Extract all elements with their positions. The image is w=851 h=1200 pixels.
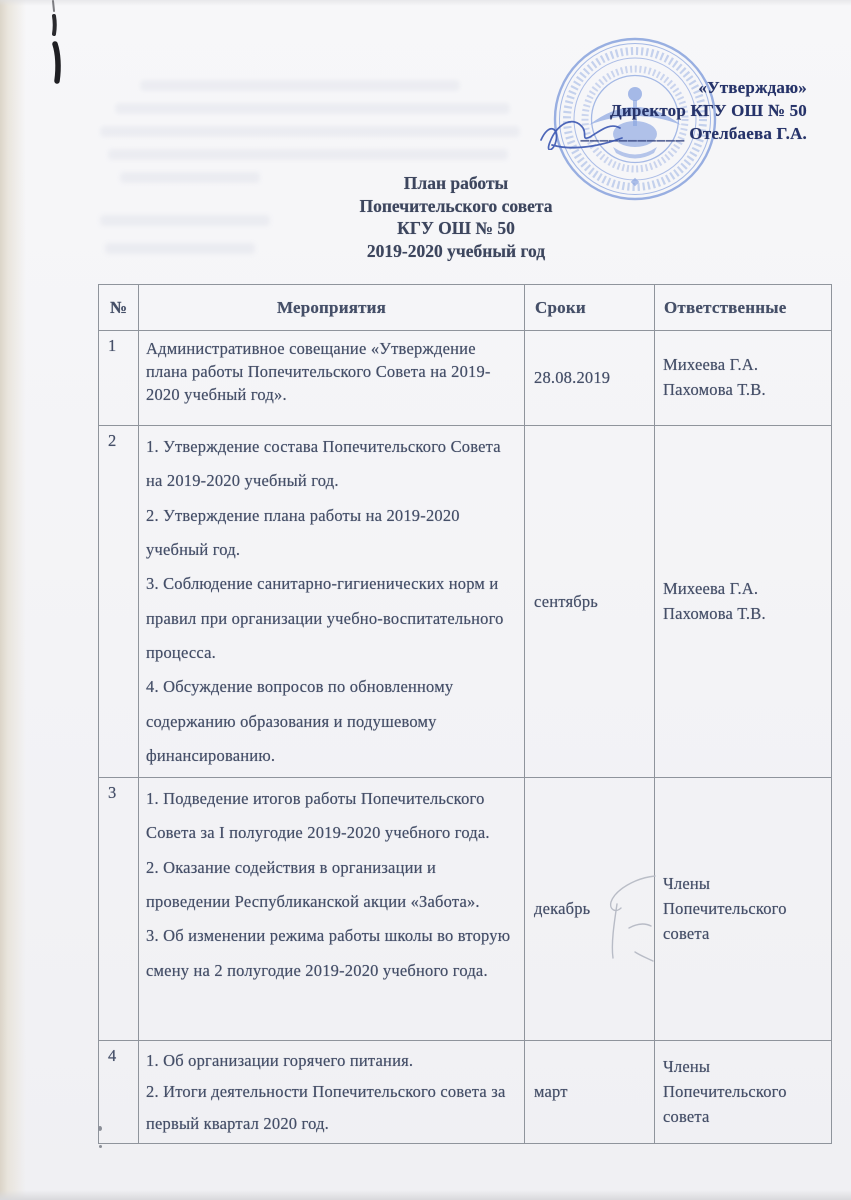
signature-line: ___________ (580, 124, 686, 143)
header-activities: Мероприятия (139, 285, 525, 331)
activity-item: 2. Утверждение плана работы на 2019-2020 учебный год. (146, 505, 460, 559)
activities-cell (139, 778, 525, 1041)
activity-item: 3. Соблюдение санитарно-гигиенических норм и правил при организации учебно-воспитательного процесса. (146, 574, 504, 662)
plan-table-body (99, 331, 832, 1144)
term-cell: 28.08.2019 (525, 331, 655, 426)
scan-edge-bottom-artifact (0, 1190, 851, 1200)
responsible-line: Попечительского (663, 898, 787, 918)
bleed-through-artifact (140, 80, 460, 91)
activity-item: 2. Оказание содействия в организации и проведении Республиканской акции «Забота». (146, 857, 480, 912)
bleed-through-artifact (105, 243, 255, 254)
row-number-cell: 4 (99, 1041, 139, 1144)
bleed-through-artifact (100, 126, 520, 137)
term-cell: сентябрь (525, 426, 655, 778)
title-line-4: 2019-2020 учебный год (366, 240, 546, 261)
title-line-2: Попечительского совета (359, 195, 553, 216)
pen-scribble-artifact (595, 868, 685, 968)
activities-cell (139, 1041, 525, 1144)
table-row (99, 1041, 832, 1144)
plan-table (98, 284, 832, 1144)
activity-item: 1. Утверждение состава Попечительского Совета на 2019-2020 учебный год. (146, 437, 501, 491)
approval-word: «Утверждаю» (698, 78, 807, 97)
responsible-line: совета (663, 923, 710, 943)
scan-edge-left-artifact (0, 0, 26, 1200)
table-row (99, 778, 832, 1041)
table-row (99, 426, 832, 778)
header-row (99, 285, 832, 331)
plan-table-header (99, 285, 832, 331)
row-number-cell: 3 (99, 778, 139, 1041)
bleed-through-artifact (100, 215, 270, 226)
activities-cell (139, 426, 525, 778)
responsible-line: Пахомова Т.В. (663, 380, 766, 399)
ink-dots-artifact (97, 1126, 103, 1152)
approval-director-title: Директор КГУ ОШ № 50 (610, 101, 807, 120)
title-line-3: КГУ ОШ № 50 (397, 218, 515, 238)
responsible-line: Члены (663, 1057, 711, 1077)
row-number-cell: 1 (99, 331, 139, 426)
responsible-cell (655, 426, 832, 778)
signature-scribble-icon (533, 106, 663, 150)
document-title (270, 172, 642, 262)
responsible-line: Михеева Г.А. (663, 355, 759, 375)
activity-item: 4. Обсуждение вопросов по обновленному содержанию образования и подушевому финансированию. (146, 677, 454, 765)
responsible-cell (655, 331, 832, 426)
scan-edge-top-artifact (0, 0, 851, 6)
activity-item: 1. Подведение итогов работы Попечительского Совета за I полугодие 2019-2020 учебного года. (146, 789, 490, 843)
responsible-line: Михеева Г.А. (663, 578, 759, 598)
term-cell: декабрь (525, 778, 655, 1041)
activity-item: 2. Итоги деятельности Попечительского совета за первый квартал 2020 год. (146, 1082, 506, 1133)
activities-cell (139, 331, 525, 426)
bleed-through-artifact (120, 172, 260, 183)
activity-item: 3. Об изменении режима работы школы во вторую смену на 2 полугодие 2019-2020 учебного года. (146, 926, 511, 980)
bleed-through-artifact (115, 103, 510, 114)
bleed-through-artifact (108, 149, 508, 160)
row-number-cell: 2 (99, 426, 139, 778)
header-terms: Сроки (525, 285, 655, 331)
responsible-cell (655, 1041, 832, 1144)
header-number: № (99, 285, 139, 331)
pen-mark-artifact (44, 0, 74, 95)
title-line-1: План работы (403, 173, 509, 193)
responsible-line: Члены (663, 874, 711, 893)
responsible-line: Попечительского (663, 1081, 787, 1101)
header-responsible: Ответственные (655, 285, 832, 331)
responsible-line: совета (663, 1106, 710, 1126)
responsible-line: Пахомова Т.В. (663, 603, 766, 623)
approval-block (537, 76, 807, 145)
term-cell: март (525, 1041, 655, 1144)
activity-item: Административное совещание «Утверждение плана работы Попечительского Совета на 2019-2020 учебный год». (146, 339, 491, 405)
approval-signature-row (537, 122, 807, 145)
table-row (99, 331, 832, 426)
activity-item: 1. Об организации горячего питания. (146, 1051, 414, 1071)
approval-director-name: Отелбаева Г.А. (689, 124, 807, 143)
